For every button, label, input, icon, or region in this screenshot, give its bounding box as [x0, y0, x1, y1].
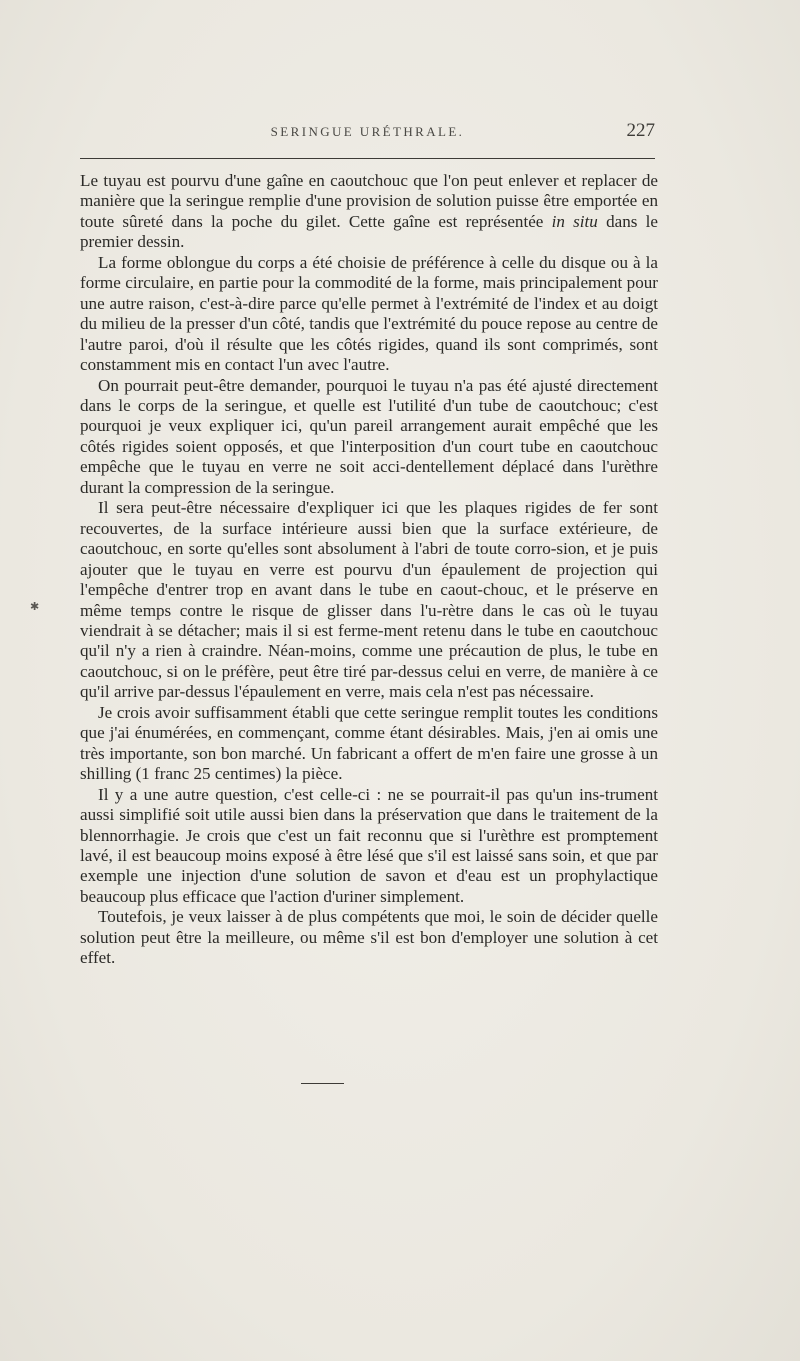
paragraph-2: La forme oblongue du corps a été choisie de préférence à celle du disque ou à la forme circulaire, en partie pour la commodité de la forme, mais principalement pour une autre raison, c'est-à-dire parce qu'elle permet à l'extrémité de l'index et au doigt du milieu de la presser d'un côté, tandis que l'extrémité du pouce repose au centre de l'autre paroi, d'où il résulte que les côtés rigides, quand ils sont comprimés, sont constamment mis en contact l'un avec l'autre. [80, 252, 658, 375]
paragraph-1: Le tuyau est pourvu d'une gaîne en caoutchouc que l'on peut enlever et replacer de manière que la seringue remplie d'une provision de solution puisse être emportée en toute sûreté dans la poche du gilet. Cette gaîne est représentée in situ dans le premier dessin. [80, 171, 658, 252]
body-text [80, 171, 658, 969]
paragraph-7: Toutefois, je veux laisser à de plus compétents que moi, le soin de décider quelle solution peut être la meilleure, ou même s'il est bon d'employer une solution à cet effet. [80, 907, 658, 968]
emphasis-in-situ: in situ [551, 211, 598, 231]
paragraph-4: Il sera peut-être nécessaire d'expliquer ici que les plaques rigides de fer sont recouvertes, de la surface intérieure aussi bien que la surface extérieure, de caoutchouc, en sorte qu'elles sont absolument à l'abri de toute corro-sion, et je puis ajouter que le tuyau en verre est pourvu d'un épaulement de projection qui l'empêche d'entrer trop en avant dans le tube en caout-chouc, et le préserve en même temps contre le risque de glisser dans l'u-rètre dans le cas où le tuyau viendrait à se détacher; mais il si est ferme-ment retenu dans le tube en caoutchouc qu'il n'y a rien à craindre. Néan-moins, comme une précaution de plus, le tube en caoutchouc, si on le préfère, peut être tiré par-dessus celui en verre, de manière à ce qu'il arrive par-dessus l'épaulement en verre, mais cela n'est pas nécessaire. [80, 498, 658, 702]
end-rule [301, 1083, 344, 1084]
paragraph-5: Je crois avoir suffisamment établi que cette seringue remplit toutes les conditions que j'ai énumérées, en commençant, comme étant désirables. Mais, j'en ai omis une très importante, son bon marché. Un fabricant a offert de m'en faire une grosse à un shilling (1 franc 25 centimes) la pièce. [80, 702, 658, 784]
paragraph-6: Il y a une autre question, c'est celle-ci : ne se pourrait-il pas qu'un ins-trument aussi simplifié soit utile aussi bien dans la préservation que dans le traitement de la blennorrhagie. Je crois que c'est un fait reconnu que si l'urèthre est promptement lavé, il est beaucoup moins exposé à être lésé que s'il est laissé sans soin, et que par exemple une injection d'une solution de savon et d'eau est un prophylactique beaucoup plus efficace que l'action d'uriner simplement. [80, 784, 658, 906]
header-rule [80, 158, 655, 159]
paragraph-3: On pourrait peut-être demander, pourquoi le tuyau n'a pas été ajusté directement dans le corps de la seringue, et quelle est l'utilité d'un tube de caoutchouc; c'est pourquoi je veux expliquer ici, qu'un pareil arrangement aurait empêché que les côtés rigides soient opposés, et que l'interposition d'un court tube en caoutchouc empêche que le tuyau en verre ne soit acci-dentellement déplacé dans l'urèthre durant la compression de la seringue. [80, 375, 658, 497]
running-title: SERINGUE URÉTHRALE. [270, 124, 465, 139]
page-number: 227 [626, 120, 655, 141]
running-head [80, 120, 655, 144]
margin-mark: ✱ [30, 601, 40, 613]
